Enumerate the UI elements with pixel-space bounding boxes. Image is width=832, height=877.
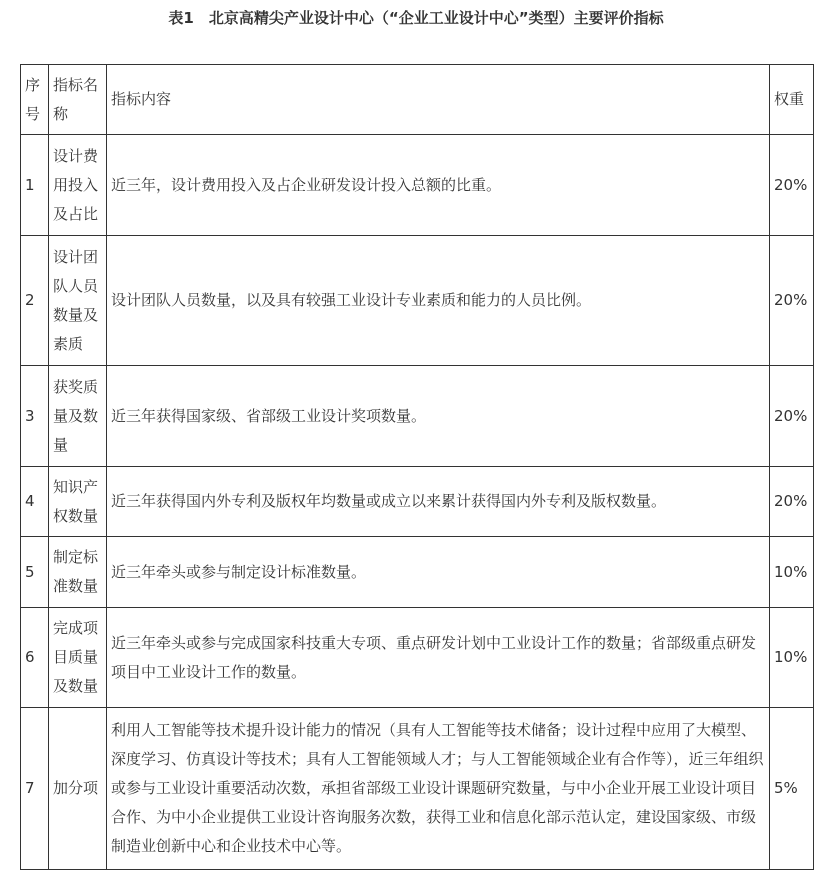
row-no: 7	[21, 708, 49, 870]
row-no: 1	[21, 135, 49, 236]
row-no: 2	[21, 236, 49, 366]
row-name: 设计费用投入及占比	[49, 135, 107, 236]
row-weight: 20%	[770, 236, 814, 366]
row-content: 近三年牵头或参与完成国家科技重大专项、重点研发计划中工业设计工作的数量；省部级重点研发项目中工业设计工作的数量。	[107, 608, 770, 708]
header-row	[21, 65, 814, 135]
row-name: 制定标准数量	[49, 537, 107, 608]
row-weight: 5%	[770, 708, 814, 870]
table-row	[21, 135, 814, 236]
header-name: 指标名称	[49, 65, 107, 135]
header-weight: 权重	[770, 65, 814, 135]
row-weight: 20%	[770, 467, 814, 537]
row-content: 利用人工智能等技术提升设计能力的情况（具有人工智能等技术储备；设计过程中应用了大模型、深度学习、仿真设计等技术；具有人工智能领域人才；与人工智能领域企业有合作等），近三年组织或参与工业设计重要活动次数，承担省部级工业设计课题研究数量，与中小企业开展工业设计项目合作、为中小企业提供工业设计咨询服务次数，获得工业和信息化部示范认定，建设国家级、市级制造业创新中心和企业技术中心等。	[107, 708, 770, 870]
table-row	[21, 608, 814, 708]
table-row	[21, 708, 814, 870]
row-no: 3	[21, 366, 49, 467]
header-content: 指标内容	[107, 65, 770, 135]
row-no: 6	[21, 608, 49, 708]
row-content: 近三年牵头或参与制定设计标准数量。	[107, 537, 770, 608]
row-weight: 10%	[770, 537, 814, 608]
table-title: 表1 北京高精尖产业设计中心（“企业工业设计中心”类型）主要评价指标	[168, 9, 664, 27]
row-content: 近三年获得国家级、省部级工业设计奖项数量。	[107, 366, 770, 467]
table-row	[21, 366, 814, 467]
row-name: 加分项	[49, 708, 107, 870]
row-weight: 20%	[770, 366, 814, 467]
header-no: 序号	[21, 65, 49, 135]
evaluation-table	[20, 64, 814, 870]
table-row	[21, 537, 814, 608]
row-name: 获奖质量及数量	[49, 366, 107, 467]
row-no: 5	[21, 537, 49, 608]
table-row	[21, 236, 814, 366]
table-row	[21, 467, 814, 537]
row-content: 设计团队人员数量，以及具有较强工业设计专业素质和能力的人员比例。	[107, 236, 770, 366]
row-name: 完成项目质量及数量	[49, 608, 107, 708]
row-name: 知识产权数量	[49, 467, 107, 537]
row-weight: 20%	[770, 135, 814, 236]
row-content: 近三年，设计费用投入及占企业研发设计投入总额的比重。	[107, 135, 770, 236]
row-content: 近三年获得国内外专利及版权年均数量或成立以来累计获得国内外专利及版权数量。	[107, 467, 770, 537]
row-weight: 10%	[770, 608, 814, 708]
row-no: 4	[21, 467, 49, 537]
row-name: 设计团队人员数量及素质	[49, 236, 107, 366]
